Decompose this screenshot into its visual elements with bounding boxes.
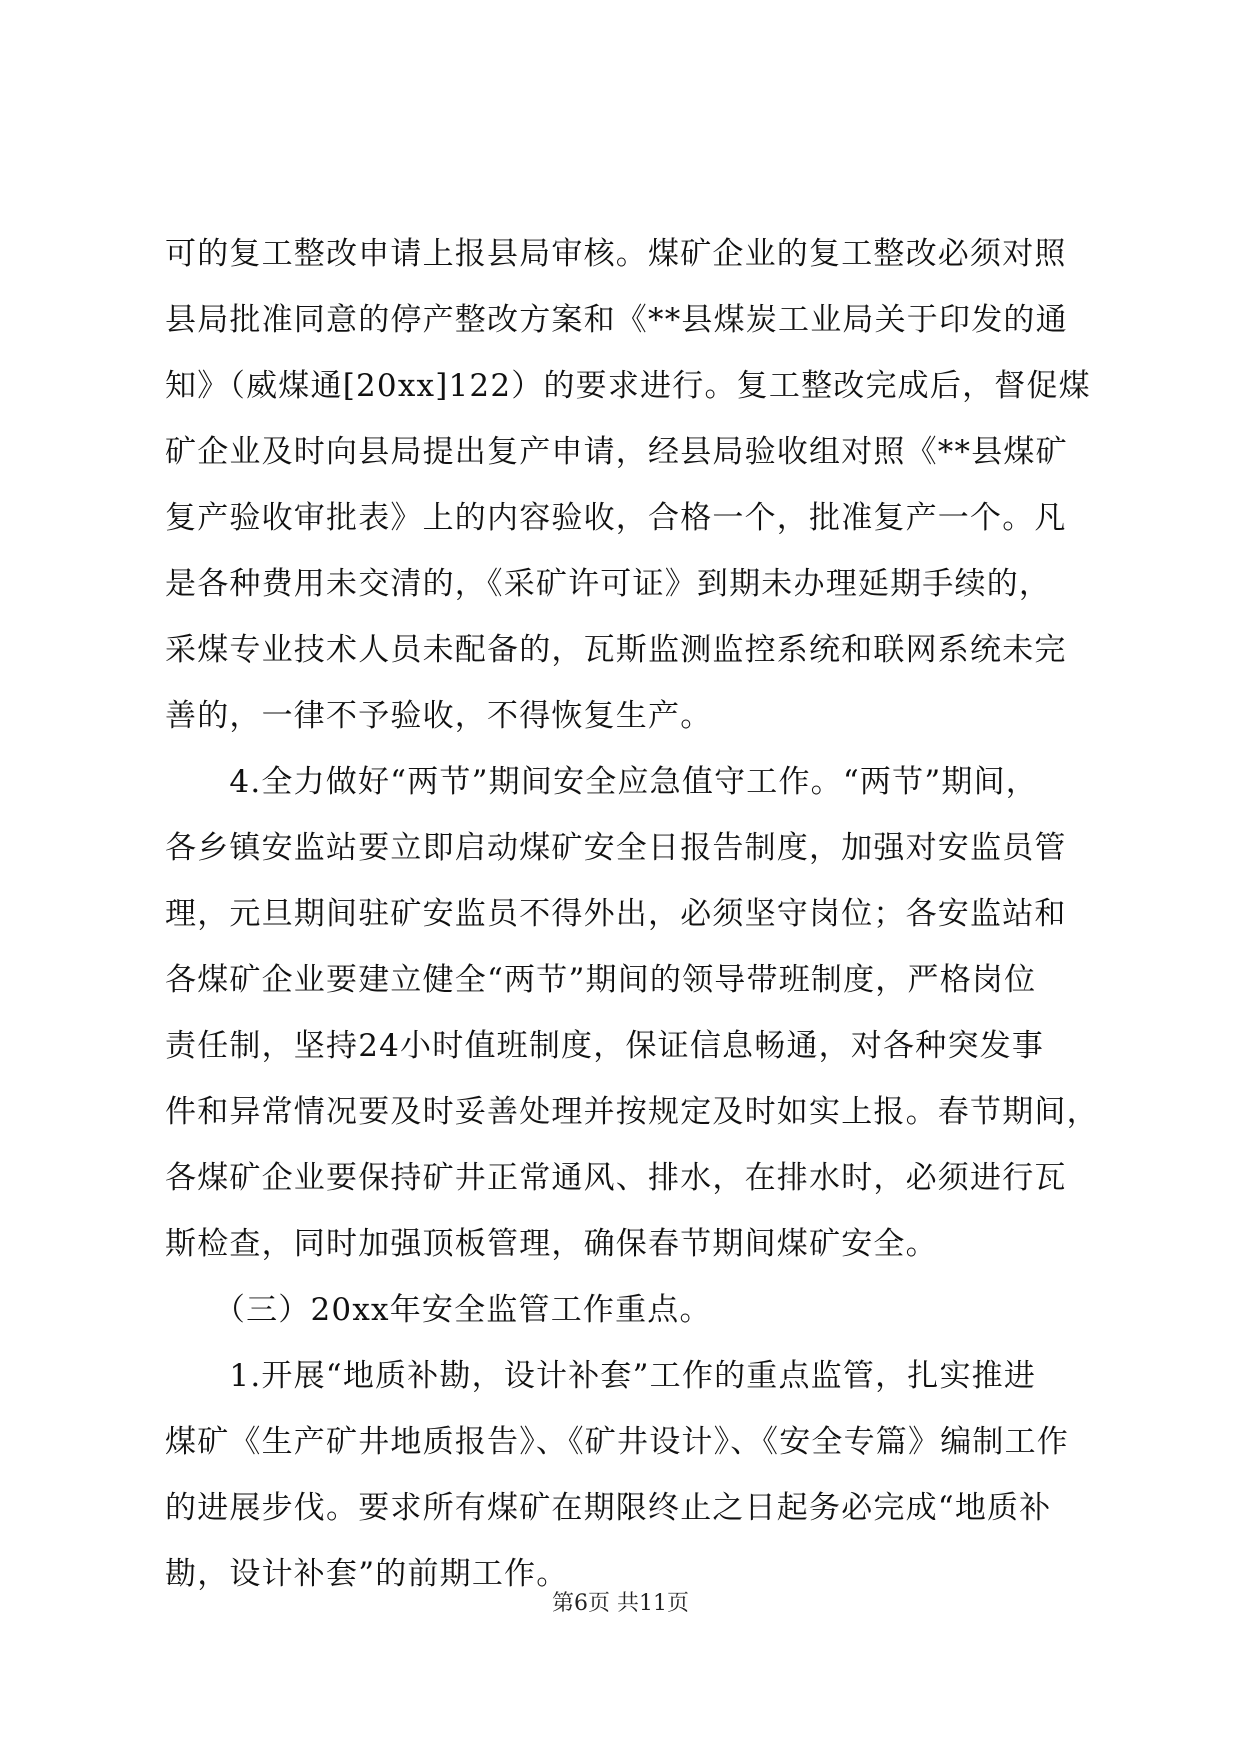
- text-line: 责任制，坚持24小时值班制度，保证信息畅通，对各种突发事: [165, 1028, 1045, 1064]
- page-number-footer: 第6页 共11页: [552, 1591, 689, 1616]
- text-line: 煤矿《生产矿井地质报告》、《矿井设计》、《安全专篇》编制工作: [165, 1424, 1069, 1460]
- text-line: 是各种费用未交清的，《采矿许可证》到期未办理延期手续的，: [165, 566, 1052, 602]
- text-line: 县局批准同意的停产整改方案和《**县煤炭工业局关于印发的通: [165, 302, 1068, 338]
- text-line: 各乡镇安监站要立即启动煤矿安全日报告制度，加强对安监员管: [165, 830, 1067, 866]
- text-line: 各煤矿企业要保持矿井正常通风、排水，在排水时，必须进行瓦: [165, 1160, 1067, 1196]
- text-line: 可的复工整改申请上报县局审核。煤矿企业的复工整改必须对照: [165, 236, 1067, 272]
- text-line: 4.全力做好“两节”期间安全应急值守工作。“两节”期间，: [165, 764, 1038, 800]
- section-heading: （三）20xx年安全监管工作重点。: [165, 1292, 712, 1328]
- text-line: 勘，设计补套”的前期工作。: [165, 1556, 569, 1592]
- text-line: 复产验收审批表》上的内容验收，合格一个，批准复产一个。凡: [165, 500, 1067, 536]
- text-line: 矿企业及时向县局提出复产申请，经县局验收组对照《**县煤矿: [165, 434, 1068, 470]
- text-line: 采煤专业技术人员未配备的，瓦斯监测监控系统和联网系统未完: [165, 632, 1067, 668]
- text-line: 理，元旦期间驻矿安监员不得外出，必须坚守岗位；各安监站和: [165, 896, 1067, 932]
- text-line: 各煤矿企业要建立健全“两节”期间的领导带班制度，严格岗位: [165, 962, 1037, 998]
- body-text: [165, 227, 1099, 1613]
- text-line: 1.开展“地质补勘，设计补套”工作的重点监管，扎实推进: [165, 1358, 1037, 1394]
- text-line: 斯检查，同时加强顶板管理，确保春节期间煤矿安全。: [165, 1226, 938, 1262]
- text-line: 件和异常情况要及时妥善处理并按规定及时如实上报。春节期间，: [165, 1094, 1099, 1130]
- text-line: 的进展步伐。要求所有煤矿在期限终止之日起务必完成“地质补: [165, 1490, 1052, 1526]
- text-line: 知》（威煤通[20xx]122）的要求进行。复工整改完成后，督促煤: [165, 368, 1091, 404]
- text-line: 善的，一律不予验收，不得恢复生产。: [165, 698, 713, 734]
